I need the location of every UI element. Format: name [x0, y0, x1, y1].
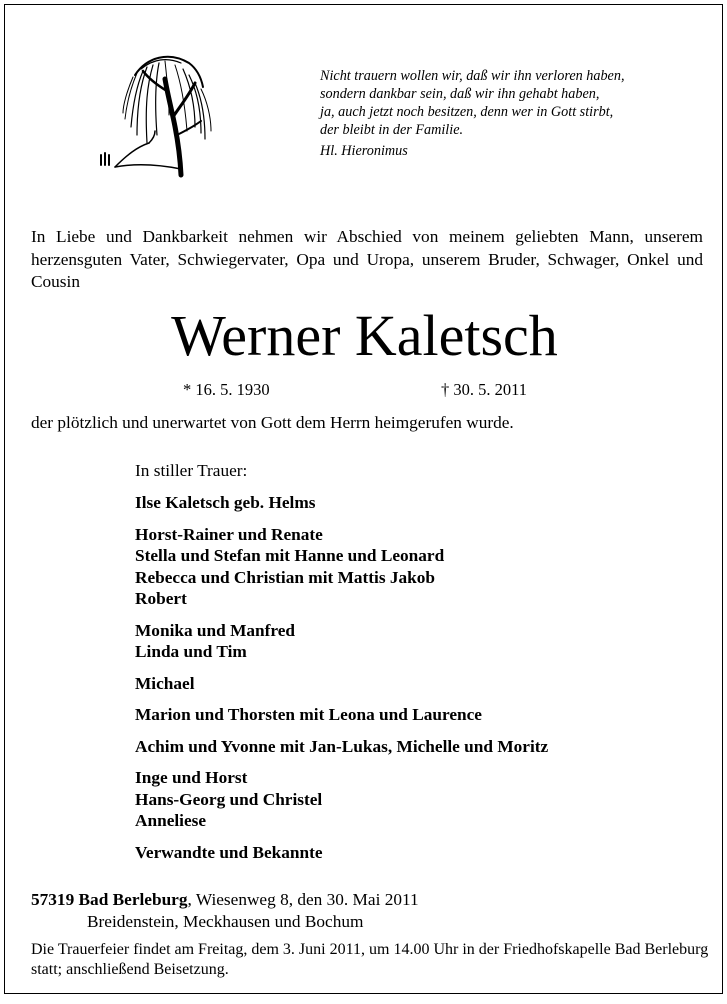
intro-text: In Liebe und Dankbarkeit nehmen wir Abschied von meinem geliebten Mann, unserem herzensguten Vater, Schwiegervater, Opa und Uropa, unserem Bruder, Schwager, Onkel und Cousin [31, 227, 703, 291]
mourner-group [135, 704, 548, 726]
mourner-name: Stella und Stefan mit Hanne und Leonard [135, 546, 445, 565]
mourner-name: Monika und Manfred [135, 620, 296, 640]
funeral-info: Die Trauerfeier findet am Freitag, dem 3. Juni 2011, um 14.00 Uhr in der Friedhofskapelle Bad Berleburg statt; anschließend Beisetzung. [31, 941, 709, 978]
address-rest: , Wiesenweg 8, den 30. Mai 2011 [187, 890, 419, 909]
poem-line: ja, auch jetzt noch besitzen, denn wer in Gott stirbt, [320, 104, 614, 120]
poem-author: Hl. Hieronimus [320, 143, 408, 159]
mourner-name: Marion und Thorsten mit Leona und Laurence [135, 705, 482, 724]
mourner-group [135, 673, 548, 695]
mourner-name: Rebecca und Christian mit Mattis Jakob [135, 567, 436, 587]
mourner-name: Anneliese [135, 811, 207, 830]
address-line [31, 890, 419, 910]
mourner-group [135, 842, 548, 864]
mourner-name: Linda und Tim [135, 642, 247, 661]
birth-date: * 16. 5. 1930 [183, 380, 270, 399]
mourners-list [135, 492, 548, 873]
mourner-name: Ilse Kaletsch geb. Helms [135, 493, 316, 512]
address-city: 57319 Bad Berleburg [31, 890, 188, 909]
poem-line: sondern dankbar sein, daß wir ihn gehabt haben, [320, 86, 600, 102]
mourner-name: Horst-Rainer und Renate [135, 524, 323, 544]
mourning-label: In stiller Trauer: [135, 461, 248, 480]
mourner-name: Hans-Georg und Christel [135, 789, 323, 809]
obituary-notice [4, 4, 723, 994]
passing-text: der plötzlich und unerwartet von Gott dem Herrn heimgerufen wurde. [31, 413, 514, 432]
mourner-name: Inge und Horst [135, 768, 248, 787]
mourner-group [135, 736, 548, 758]
mourner-group [135, 492, 548, 514]
poem-line: Nicht trauern wollen wir, daß wir ihn verloren haben, [320, 68, 625, 84]
poem-line: der bleibt in der Familie. [320, 122, 464, 138]
mourner-group [135, 524, 548, 610]
mourner-group [135, 767, 548, 832]
mourner-name: Verwandte und Bekannte [135, 842, 323, 862]
weeping-willow-icon [77, 35, 237, 185]
mourner-name: Achim und Yvonne mit Jan-Lukas, Michelle und Moritz [135, 736, 549, 756]
mourner-name: Michael [135, 673, 195, 693]
poem [320, 67, 625, 139]
mourner-name: Robert [135, 589, 187, 608]
mourner-group [135, 620, 548, 663]
deceased-name: Werner Kaletsch [171, 303, 558, 368]
address-line-2: Breidenstein, Meckhausen und Bochum [87, 912, 364, 931]
death-date: † 30. 5. 2011 [441, 380, 528, 399]
